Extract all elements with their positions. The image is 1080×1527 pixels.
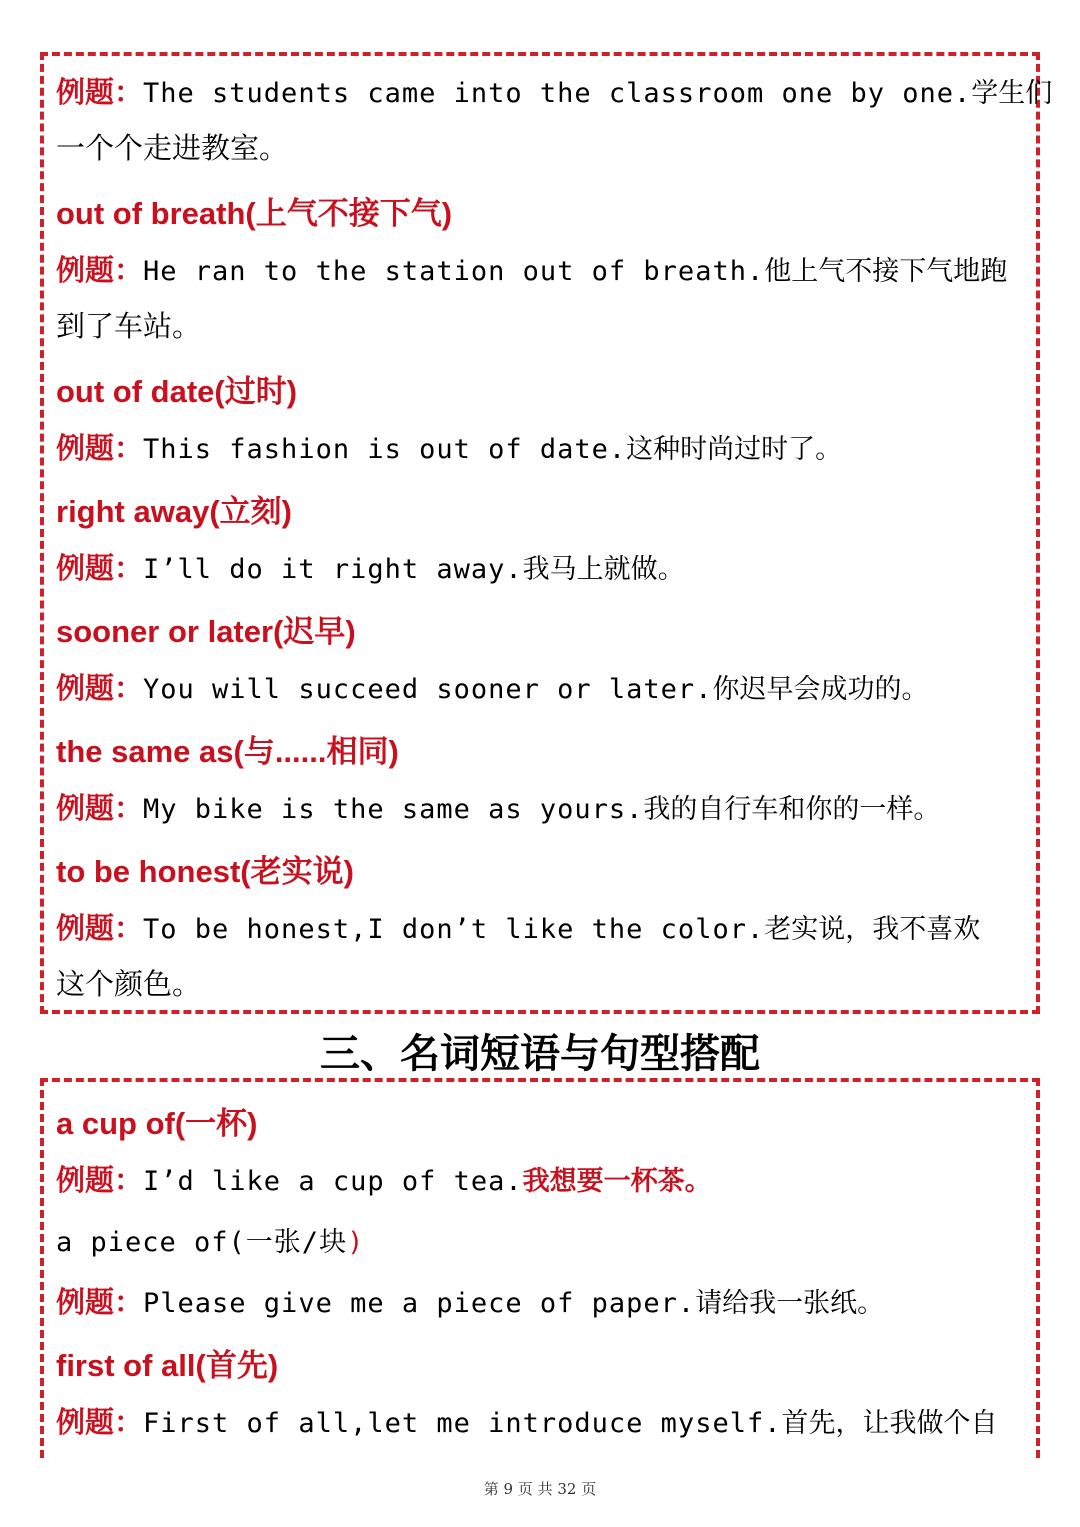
example-english: Please give me a piece of paper. (143, 1288, 696, 1319)
example-line (56, 666, 1028, 707)
example-chinese: 老实说，我不喜欢 (764, 914, 981, 945)
example-chinese: 学生们 (971, 78, 1053, 109)
example-english: You will succeed sooner or later. (143, 674, 713, 705)
example-line (56, 1400, 1028, 1441)
phrase-heading-paren: ) (347, 1227, 365, 1258)
example-chinese: 他上气不接下气地跑 (764, 256, 1008, 287)
example-english: I’d like a cup of tea. (143, 1166, 523, 1197)
phrase-heading-text: a piece of(一张/块 (56, 1227, 348, 1258)
example-chinese: 这种时尚过时了。 (626, 434, 843, 465)
example-english: This fashion is out of date. (143, 434, 627, 465)
example-continuation: 一个个走进教室。 (56, 131, 289, 165)
example-label: 例题： (56, 1285, 144, 1319)
example-line (56, 248, 1028, 289)
example-continuation: 这个颜色。 (56, 967, 202, 1001)
phrase-heading: the same as(与......相同) (56, 734, 399, 769)
example-label: 例题： (56, 551, 144, 585)
example-english: I’ll do it right away. (143, 554, 523, 585)
example-label: 例题： (56, 75, 144, 109)
example-label: 例题： (56, 1405, 144, 1439)
example-english: The students came into the classroom one by one. (143, 78, 972, 109)
example-chinese: 我想要一杯茶。 (522, 1166, 712, 1197)
example-english: First of all,let me introduce myself. (143, 1408, 782, 1439)
example-label: 例题： (56, 1163, 144, 1197)
section-title: 三、名词短语与句型搭配 (320, 1031, 760, 1077)
example-line (56, 546, 1028, 587)
example-chinese: 你迟早会成功的。 (712, 674, 929, 705)
example-label: 例题： (56, 791, 144, 825)
example-english: To be honest,I don’t like the color. (143, 914, 765, 945)
example-chinese: 请给我一张纸。 (695, 1288, 885, 1319)
phrase-heading: out of breath(上气不接下气) (56, 196, 453, 231)
example-label: 例题： (56, 911, 144, 945)
example-label: 例题： (56, 253, 144, 287)
example-line (56, 1280, 1028, 1321)
example-chinese: 首先，让我做个自 (781, 1408, 998, 1439)
phrase-heading: first of all(首先) (56, 1348, 279, 1383)
phrase-heading: a cup of(一杯) (56, 1106, 258, 1141)
page-footer: 第 9 页 共 32 页 (483, 1480, 597, 1498)
example-continuation: 到了车站。 (56, 309, 202, 343)
phrase-heading: out of date(过时) (56, 374, 298, 409)
example-label: 例题： (56, 431, 144, 465)
phrase-heading (56, 1220, 1028, 1259)
example-line (56, 906, 1028, 947)
example-line (56, 426, 1028, 467)
example-chinese: 我的自行车和你的一样。 (643, 794, 941, 825)
example-line (56, 786, 1028, 827)
phrase-box-2 (40, 1078, 1040, 1458)
phrase-heading: right away(立刻) (56, 494, 292, 529)
example-line (56, 1158, 1028, 1199)
example-label: 例题： (56, 671, 144, 705)
phrase-heading: sooner or later(迟早) (56, 614, 356, 649)
example-english: My bike is the same as yours. (143, 794, 644, 825)
phrase-box-1 (40, 52, 1053, 1014)
phrase-heading: to be honest(老实说) (56, 854, 354, 889)
example-chinese: 我马上就做。 (522, 554, 685, 585)
example-line (56, 70, 1053, 111)
example-english: He ran to the station out of breath. (143, 256, 765, 287)
